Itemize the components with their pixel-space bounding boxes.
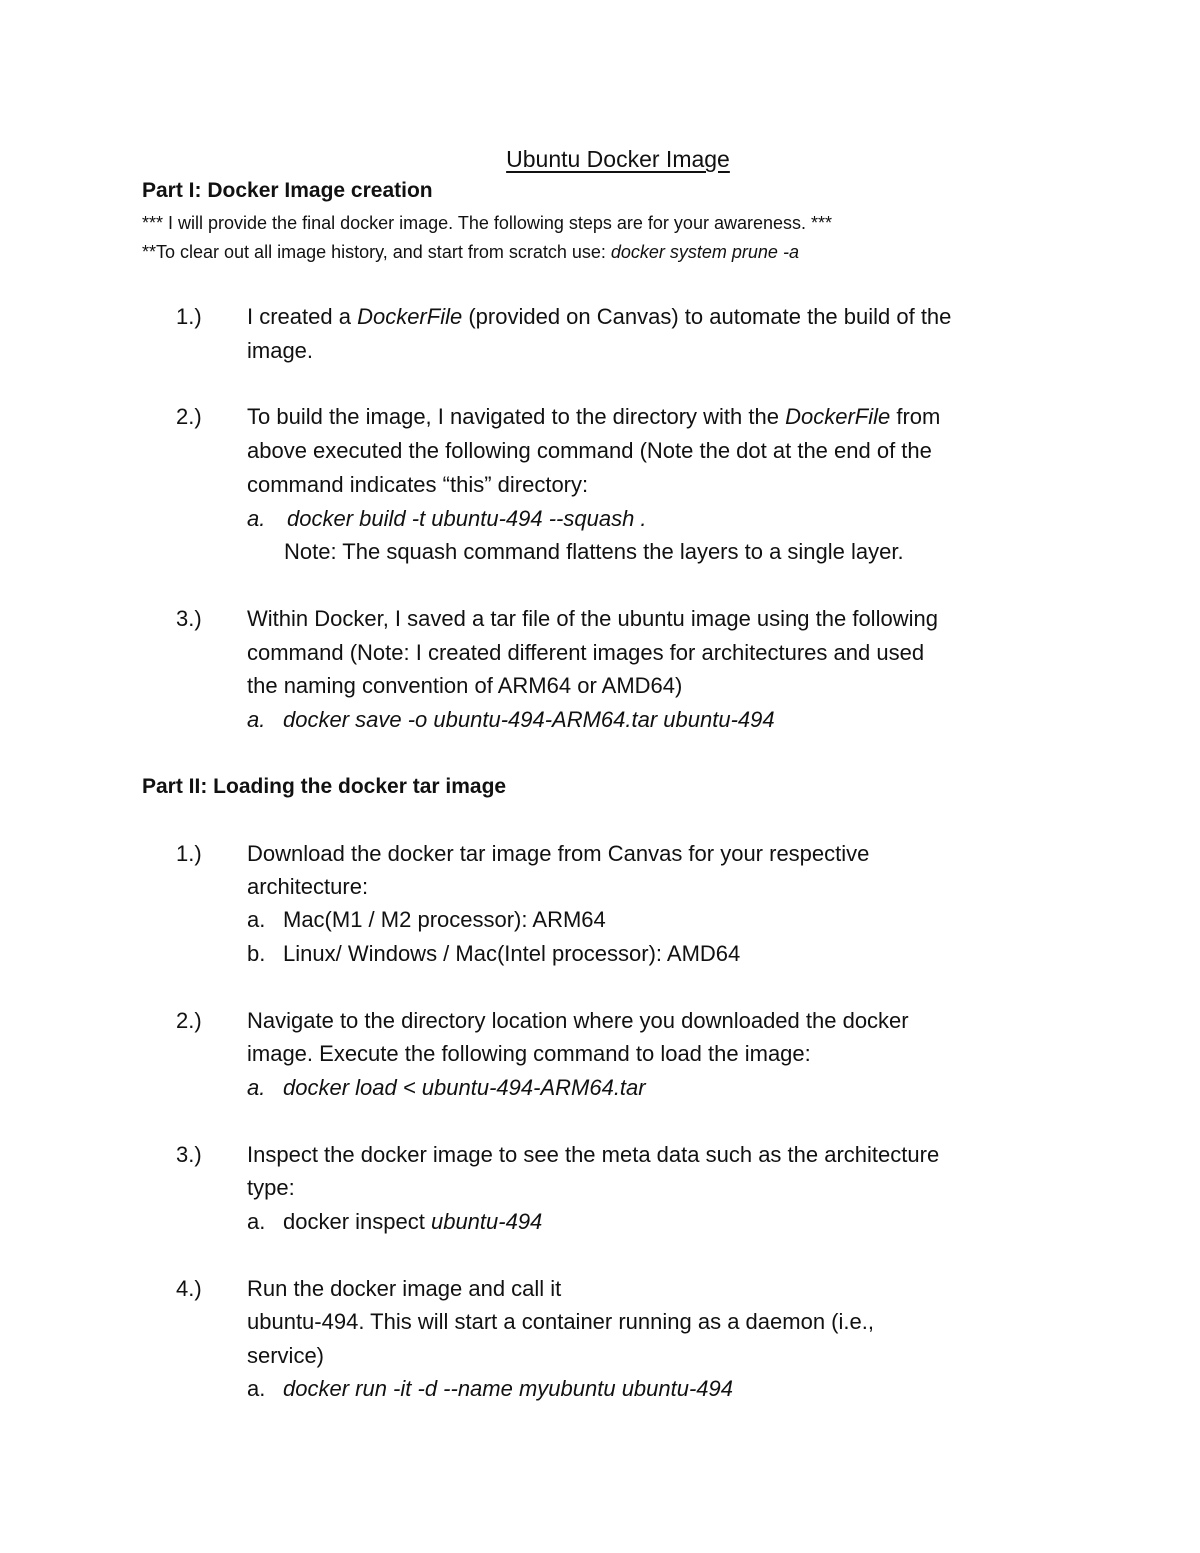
part2-step4-line2: ubuntu-494. This will start a container running as a daemon (i.e., (247, 1309, 874, 1334)
part1-heading: Part I: Docker Image creation (142, 179, 433, 202)
build-command: docker build -t ubuntu-494 --squash . (287, 506, 647, 531)
load-command: docker load < ubuntu-494-ARM64.tar (283, 1075, 646, 1100)
part2-step4-line1: Run the docker image and call it (247, 1276, 562, 1301)
sub-letter: a. (247, 506, 266, 531)
document-title: Ubuntu Docker Image (506, 146, 730, 172)
part1-notice: *** I will provide the final docker image. The following steps are for your awareness. *** (142, 213, 833, 233)
part1-step3-number: 3.) (176, 606, 202, 631)
part2-step1-line2: architecture: (247, 874, 369, 899)
sub-letter: a. (247, 1376, 266, 1401)
sub-letter: a. (247, 1209, 266, 1234)
squash-note: Note: The squash command flattens the layers to a single layer. (284, 539, 904, 564)
part2-step3-line2: type: (247, 1175, 295, 1200)
save-command: docker save -o ubuntu-494-ARM64.tar ubuntu-494 (283, 707, 775, 732)
part2-step3-number: 3.) (176, 1142, 202, 1167)
part2-step1-line1: Download the docker tar image from Canvas for your respective (247, 841, 870, 866)
part2-step4-line3: service) (247, 1343, 325, 1368)
run-command: docker run -it -d --name myubuntu ubuntu-494 (283, 1376, 734, 1401)
part2-step2-line2: image. Execute the following command to load the image: (247, 1041, 811, 1066)
dockerfile-name: DockerFile (357, 304, 463, 329)
part2-step4-number: 4.) (176, 1276, 202, 1301)
prune-note (142, 242, 799, 263)
part2-step1-number: 1.) (176, 841, 202, 866)
part2-step2-number: 2.) (176, 1008, 202, 1033)
arm64-option: Mac(M1 / M2 processor): ARM64 (283, 907, 606, 932)
inspect-command: docker inspect ubuntu-494 (283, 1209, 543, 1234)
part1-step2-line3: command indicates “this” directory: (247, 472, 589, 497)
prune-prefix: **To clear out all image history, and start from scratch use: (142, 242, 611, 262)
sub-letter: a. (247, 907, 266, 932)
part1-step3-line2: command (Note: I created different images for architectures and used (247, 640, 925, 665)
part1-step1-number: 1.) (176, 304, 202, 329)
sub-letter: a. (247, 1075, 266, 1100)
part1-step2-line2: above executed the following command (Note the dot at the end of the (247, 438, 932, 463)
part2-step2-line1: Navigate to the directory location where you downloaded the docker (247, 1008, 909, 1033)
sub-letter: b. (247, 941, 266, 966)
amd64-option: Linux/ Windows / Mac(Intel processor): AMD64 (283, 941, 741, 966)
part1-step2-number: 2.) (176, 404, 202, 429)
part1-step3-line1: Within Docker, I saved a tar file of the ubuntu image using the following (247, 606, 938, 631)
sub-letter: a. (247, 707, 266, 732)
part1-step2-line1: To build the image, I navigated to the directory with the DockerFile from (247, 404, 941, 429)
part2-heading: Part II: Loading the docker tar image (142, 775, 507, 798)
prune-command: docker system prune -a (610, 242, 799, 262)
part1-step3-line3: the naming convention of ARM64 or AMD64) (247, 673, 683, 698)
part1-step1-line1: I created a DockerFile (provided on Canvas) to automate the build of the (247, 304, 952, 329)
part2-step3-line1: Inspect the docker image to see the meta data such as the architecture (247, 1142, 940, 1167)
dockerfile-name: DockerFile (785, 404, 891, 429)
part1-step1-line2: image. (247, 338, 314, 363)
